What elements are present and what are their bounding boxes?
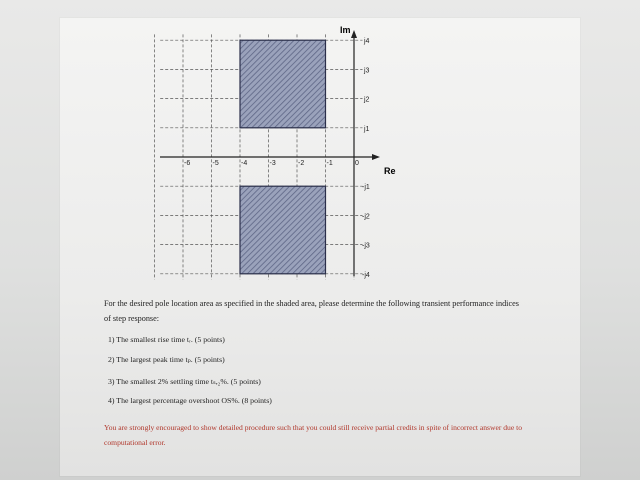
question-item-1: 1) The smallest rise time tᵣ. (5 points) [108, 335, 225, 344]
im-axis-label: Im [340, 25, 351, 35]
imag-axis-arrow [351, 30, 357, 38]
question-item-3: 3) The smallest 2% settling time tₛ,₂%. (5 points) [108, 377, 261, 386]
x-tick-label: -3 [269, 160, 276, 167]
y-tick-label-positive: j2 [364, 96, 370, 104]
y-tick-label-negative: -j1 [362, 184, 370, 192]
question-item-2: 2) The largest peak time tₚ. (5 points) [108, 355, 225, 364]
instruction-note: You are strongly encouraged to show detailed procedure such that you could still receive partial credits in spite of incorrect answer due to computational error. [104, 423, 523, 447]
question-item-4: 4) The largest percentage overshoot OS%. (8 points) [108, 396, 272, 405]
y-tick-label-positive: j1 [364, 125, 370, 133]
y-tick-labels [362, 38, 370, 279]
re-axis-label: Re [384, 166, 396, 176]
shaded-region-lower [240, 186, 326, 274]
y-tick-label-negative: -j3 [362, 242, 370, 250]
x-tick-label: -5 [212, 160, 219, 167]
x-tick-label: -6 [184, 160, 191, 167]
x-tick-label: 0 [355, 160, 359, 167]
x-tick-label: -2 [298, 160, 305, 167]
y-tick-label-positive: j3 [364, 67, 370, 75]
x-tick-label: -1 [326, 160, 333, 167]
x-tick-label: -4 [241, 160, 248, 167]
y-tick-label-negative: -j2 [362, 213, 370, 221]
x-tick-labels [184, 160, 359, 167]
question-intro: For the desired pole location area as specified in the shaded area, please determine the following transient performance indices of step response: [104, 299, 519, 323]
real-axis-arrow [372, 154, 380, 160]
y-tick-label-negative: -j4 [362, 271, 370, 279]
y-tick-label-positive: j4 [364, 38, 370, 46]
shaded-region-upper [240, 40, 326, 128]
